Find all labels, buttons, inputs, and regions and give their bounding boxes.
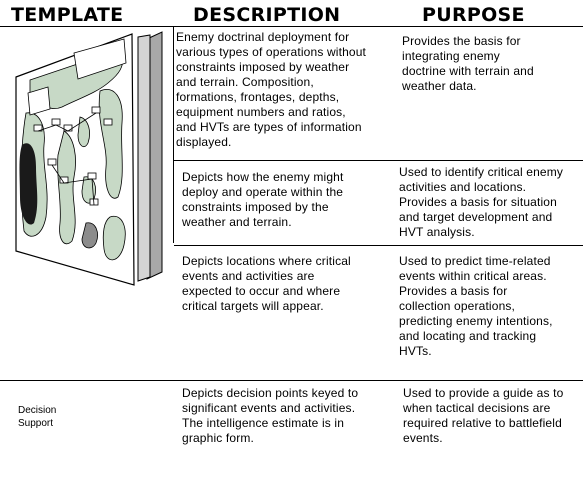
row3-purpose: Used to predict time-related events within critical areas. Provides a basis for collection operations, predicting enemy intentions, and locating and tracking HVTs. (399, 254, 553, 358)
row1-description: Enemy doctrinal deployment for various types of operations without constraints imposed by weather and terrain. Composition, formations, frontages, depths, equipment numbers and ratios, and HVTs are types of information displayed. (176, 30, 367, 149)
header-template: TEMPLATE (11, 4, 124, 26)
row4-template-label: Decision Support (18, 405, 57, 429)
unit-symbol (64, 125, 72, 131)
row4-purpose: Used to provide a guide as to when tactical decisions are required relative to battlefield events. (403, 386, 564, 445)
row3-description: Depicts locations where critical events and activities are expected to occur and where critical targets will appear. (182, 254, 351, 313)
column-divider (173, 27, 174, 243)
terrain-area-river (58, 131, 76, 244)
row-divider-2 (174, 245, 583, 246)
header-purpose: PURPOSE (422, 4, 525, 26)
header-description: DESCRIPTION (193, 4, 341, 26)
unit-symbol (88, 173, 96, 179)
unit-symbol (104, 119, 112, 125)
unit-symbol (60, 177, 68, 183)
unit-symbol (48, 159, 56, 165)
overlay-page-middle (138, 35, 150, 281)
row1-purpose: Provides the basis for integrating enemy doctrine with terrain and weather data. (402, 34, 534, 93)
forest-mass (20, 143, 38, 224)
row4-description: Depicts decision points keyed to significant events and activities. The intelligence estimate is in graphic form. (182, 386, 359, 445)
row-divider-3 (0, 380, 583, 381)
unit-symbol (92, 107, 100, 113)
row2-description: Depicts how the enemy might deploy and operate within the constraints imposed by the weather and terrain. (182, 170, 344, 229)
unit-symbol (52, 119, 60, 125)
row2-purpose: Used to identify critical enemy activities and locations. Provides a basis for situation and target development and HVT analysis. (399, 165, 564, 239)
template-overlay-illustration (0, 27, 172, 289)
row-divider-1 (174, 160, 583, 161)
